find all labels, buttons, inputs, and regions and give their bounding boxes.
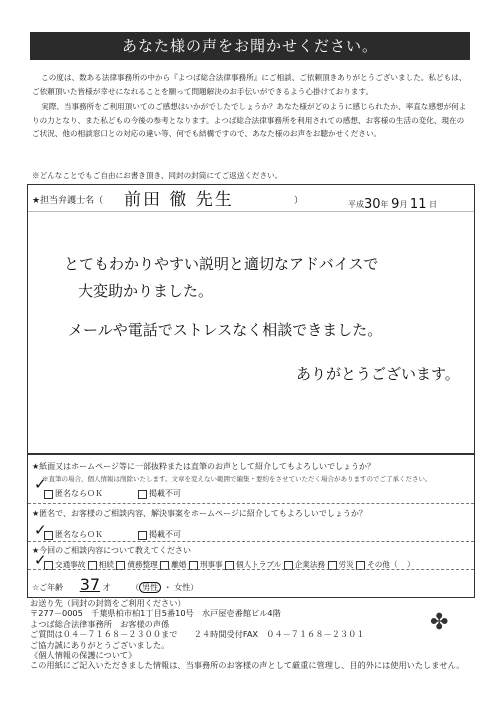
era-label: 平成: [348, 200, 364, 209]
month-value: 9: [391, 197, 400, 212]
footer-phone: ご質問は０４－７１６８－２３００まで ２４時間受付FAX ０４－７１６８－２３０１: [30, 629, 365, 640]
question-case-publish: ★匿名で、お客様のご相談内容、解決事案をホームページに紹介してもよろしいでしょうか？: [32, 509, 367, 518]
checkbox-icon: [44, 531, 53, 540]
category-debt[interactable]: 債務整理: [116, 560, 157, 569]
comment-line-2: 大変助かりました。: [78, 282, 214, 300]
category-criminal[interactable]: 刑事事: [189, 560, 223, 569]
lawyer-label: ★担当弁護士名（: [32, 196, 104, 206]
divider: [28, 503, 474, 504]
questionnaire: [27, 454, 475, 598]
category-labor[interactable]: 労災: [328, 560, 354, 569]
category-corporate[interactable]: 企業法務: [284, 560, 325, 569]
comment-box: [27, 184, 475, 454]
checkbox-icon: [44, 490, 53, 499]
footer-thanks: ご協力誠にありがとうございました。: [30, 639, 170, 650]
question-publish-note: ※直筆の場合、個人情報は削除いたします。文章を変えない範囲で編集・要約をさせていただく場合がありますのでご了承ください。: [42, 475, 432, 483]
gender-close: ）: [190, 583, 199, 592]
divider: [28, 569, 474, 570]
month-unit: 月: [399, 200, 408, 209]
case-anon-ok-label: 匿名ならＯＫ: [55, 530, 103, 539]
comment-line-1: とてもわかりやすい説明と適切なアドバイスで: [64, 255, 379, 273]
publish-anon-ok-label: 匿名ならＯＫ: [55, 489, 103, 498]
case-no-option[interactable]: [138, 529, 181, 540]
age-label: ☆ご年齢: [32, 583, 64, 592]
category-divorce[interactable]: 離婚: [160, 560, 186, 569]
day-value: 11: [409, 197, 427, 212]
footer-privacy-title: 《個人情報の保護について》: [30, 650, 137, 661]
publish-no-option[interactable]: [138, 488, 181, 499]
footer-privacy-text: この用紙にご記入いただきました情報は、当事務所のお客様の声として厳重に管理し、目的外には使用いたしません。: [30, 660, 465, 671]
divider: [28, 541, 474, 542]
checkmark-icon: ✓: [34, 521, 47, 539]
day-unit: 日: [429, 200, 438, 209]
instruction-note: ※どんなことでもご自由にお書き頂き、同封の封筒にてご返送ください。: [32, 171, 283, 180]
case-no-label: 掲載不可: [149, 530, 181, 539]
checkbox-icon: [138, 531, 147, 540]
year-value: 30: [364, 197, 381, 212]
age-unit: 才: [102, 583, 111, 592]
footer-contact: [30, 598, 464, 671]
footer-line-1: お送り先（同封の封筒をご利用ください）: [30, 598, 186, 608]
gender-separator: ・: [163, 583, 172, 592]
question-publish: ★紙面又はホームページ等に一部抜粋または直筆のお声として紹介してもよろしいでしょうか？: [32, 462, 376, 471]
gender-male-option[interactable]: 男性: [139, 582, 161, 593]
comment-line-3: メールや電話でストレスなく相談できました。: [68, 321, 383, 339]
question-category: ★今回のご相談内容について教えてください: [32, 546, 192, 555]
publish-no-label: 掲載不可: [149, 489, 181, 498]
intro-paragraph-1: この度は、数ある法律事務所の中から『よつば総合法律事務所』にご相談、ご依頼頂きありがとうございました。私どもは、ご依頼頂いた皆様が幸せになれることを願って問題解決のお手伝いができるよう心掛けております。: [32, 73, 467, 96]
category-personal[interactable]: 個人トラブル: [225, 560, 281, 569]
intro-text: [32, 71, 468, 143]
checkbox-icon: [138, 490, 147, 499]
intro-paragraph-2: 実際、当事務所をご利用頂いてのご感想はいかがでしたでしょうか？あなた様がどのように感じられたか、率直な感想が何よりの力となり、また私どもの今後の参考となります。よつば総合法律事務所を利用されての感想、お客様の生活の変化、現在のご状況、他の相談窓口との対応の違い等、何でも結構ですので、あなた様のお声をお聴かせください。: [32, 102, 467, 139]
gender-open: （: [131, 583, 140, 592]
page-title: あなた様の声をお聞かせください。: [30, 32, 470, 60]
comment-box-header: [28, 185, 474, 212]
date-field[interactable]: [348, 196, 437, 211]
age-value[interactable]: 37: [79, 575, 101, 594]
publish-anon-ok-option[interactable]: [44, 488, 103, 499]
gender-female-option[interactable]: 女性: [174, 583, 191, 592]
category-other[interactable]: その他（ ）: [356, 560, 415, 569]
category-traffic[interactable]: 交通事故: [44, 560, 85, 569]
year-unit: 年: [380, 200, 389, 209]
footer-address: 〒277－0005 千葉県柏市柏1丁目5番10号 水戸屋壱番館ビル4階: [30, 608, 281, 619]
clover-icon: ✤: [430, 610, 449, 635]
checkmark-icon: ✓: [34, 551, 47, 569]
category-inheritance[interactable]: 相続: [88, 560, 114, 569]
lawyer-name[interactable]: 前田 徹 先生: [124, 190, 234, 210]
comment-line-4: ありがとうございます。: [296, 365, 460, 383]
case-anon-ok-option[interactable]: [44, 529, 103, 540]
footer-recipient: よつば総合法律事務所 お客様の声係: [30, 618, 170, 629]
age-row: [32, 575, 198, 594]
checkmark-icon: ✓: [34, 475, 47, 493]
lawyer-label-close: ）: [294, 196, 304, 206]
